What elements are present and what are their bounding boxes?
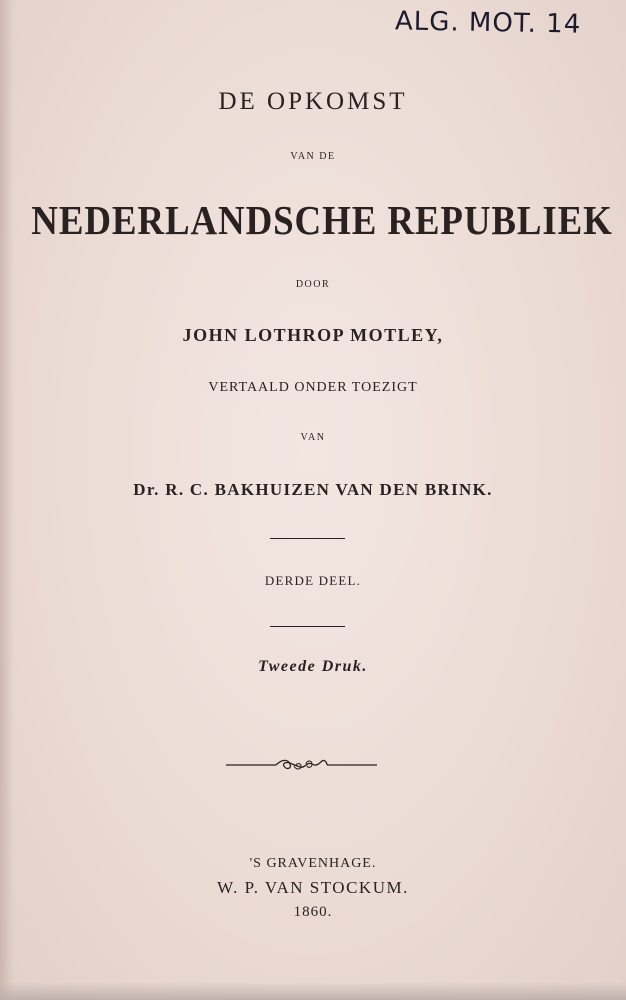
- page-bottom-edge: [0, 982, 626, 1000]
- title-connector: VAN DE: [290, 151, 336, 162]
- byline-word: DOOR: [295, 279, 331, 290]
- translator-name: Dr. R. C. BAKHUIZEN VAN DEN BRINK.: [133, 480, 493, 499]
- title-top-line: DE OPKOMST: [218, 88, 408, 115]
- translation-note: VERTAALD ONDER TOEZIGT: [208, 380, 418, 395]
- imprint-publisher: W. P. VAN STOCKUM.: [217, 878, 409, 897]
- author-name: JOHN LOTHROP MOTLEY,: [182, 325, 444, 345]
- divider-rule-top: [270, 538, 345, 539]
- translator-connector: VAN: [300, 432, 326, 443]
- volume-label: DERDE DEEL.: [264, 573, 362, 588]
- edition-label: Tweede Druk.: [258, 658, 368, 675]
- imprint-year: 1860.: [293, 904, 333, 920]
- divider-rule-bottom: [270, 626, 345, 627]
- spine-shadow: [0, 0, 14, 1000]
- handwritten-shelfmark: ALG. MOT. 14: [394, 6, 582, 40]
- ornamental-divider: [224, 755, 379, 775]
- main-title: NEDERLANDSCHE REPUBLIEK: [31, 197, 613, 243]
- imprint-place: 'S GRAVENHAGE.: [249, 856, 377, 871]
